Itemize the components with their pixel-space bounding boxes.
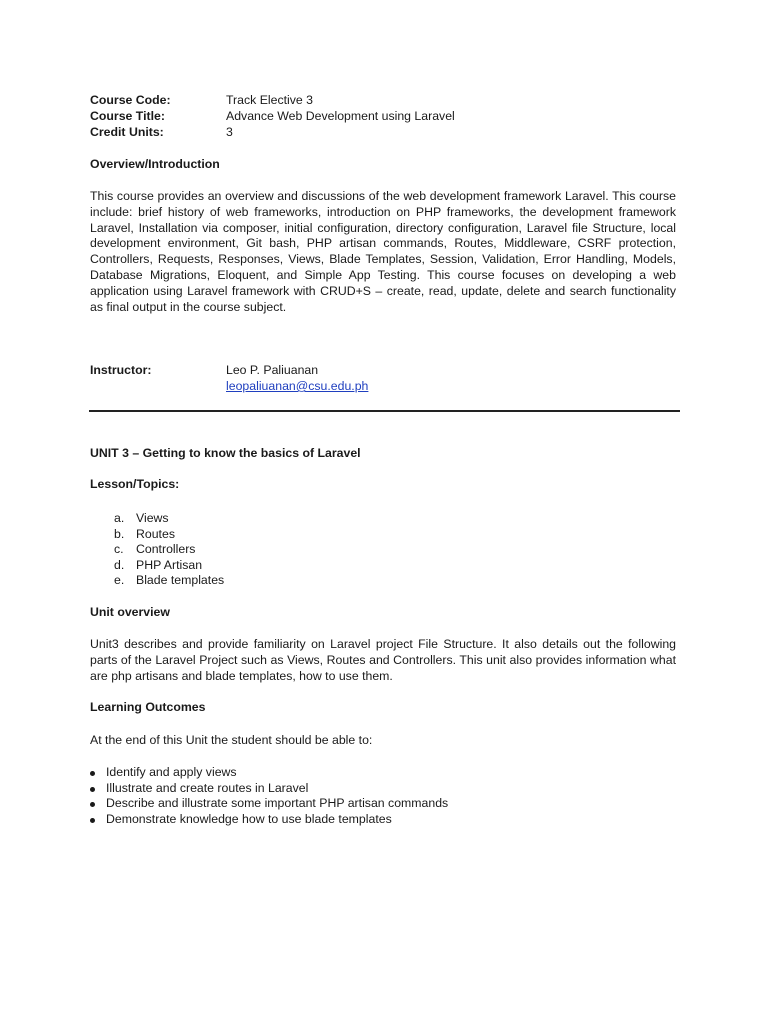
outcome-text: Identify and apply views [106,765,237,779]
list-item [114,573,224,589]
list-marker: a. [114,511,125,525]
bullet-icon [90,771,95,776]
instructor-name: Leo P. Paliuanan [226,363,319,377]
list-item [114,558,224,574]
list-item [114,511,224,527]
list-item [90,765,448,781]
overview-paragraph: This course provides an overview and discussions of the web development framework Laravel. This course include: brief history of web frameworks, introduction on PHP frameworks, the development framework Laravel, Installation via composer, initial configuration, directory configuration, Laravel file Structure, local development environment, Git bash, PHP artisan commands, Routes, Middleware, CSRF protection, Controllers, Requests, Responses, Views, Blade Templates, Session, Validation, Error Handling, Models, Database Migrations, Eloquent, and Simple App Testing. This course focuses on developing a web application using Laravel framework with CRUD+S – create, read, update, delete and search functionality as final output in the course subject. [90,189,676,314]
list-marker: d. [114,557,125,572]
topic-label: Blade templates [136,573,225,588]
topic-label: Views [136,511,169,525]
bullet-icon [90,802,95,807]
unit-title: UNIT 3 – Getting to know the basics of Laravel [90,446,361,460]
topics-heading: Lesson/Topics: [90,477,180,491]
list-item [90,796,448,812]
instructor-email-link[interactable]: leopaliuanan@csu.edu.ph [226,379,369,393]
list-item [114,542,224,558]
outcomes-list [90,765,448,827]
outcome-text: Demonstrate knowledge how to use blade templates [106,811,392,826]
course-code-value: Track Elective 3 [226,93,314,107]
bullet-icon [90,787,95,792]
section-divider [89,410,680,412]
outcomes-intro: At the end of this Unit the student should be able to: [90,733,373,747]
bullet-icon [90,818,95,823]
learning-outcomes-heading: Learning Outcomes [90,700,206,714]
course-title-value: Advance Web Development using Laravel [226,109,455,123]
topic-label: PHP Artisan [136,557,203,572]
topics-list [114,511,224,589]
credit-units-label: Credit Units: [90,125,164,139]
list-marker: c. [114,542,124,557]
list-item [90,812,448,828]
overview-heading: Overview/Introduction [90,157,220,171]
course-title-label: Course Title: [90,109,165,123]
course-code-label: Course Code: [90,93,171,107]
unit-overview-heading: Unit overview [90,605,170,619]
instructor-label: Instructor: [90,363,152,377]
outcome-text: Illustrate and create routes in Laravel [106,780,309,795]
credit-units-value: 3 [226,125,233,139]
list-item [114,527,224,543]
list-marker: e. [114,573,125,588]
list-marker: b. [114,526,125,541]
topic-label: Routes [136,526,175,541]
outcome-text: Describe and illustrate some important PHP artisan commands [106,796,449,811]
topic-label: Controllers [136,542,196,557]
unit-overview-paragraph: Unit3 describes and provide familiarity on Laravel project File Structure. It also details out the following parts of the Laravel Project such as Views, Routes and Controllers. This unit also provides information what are php artisans and blade templates, how to use them. [90,637,676,683]
list-item [90,781,448,797]
